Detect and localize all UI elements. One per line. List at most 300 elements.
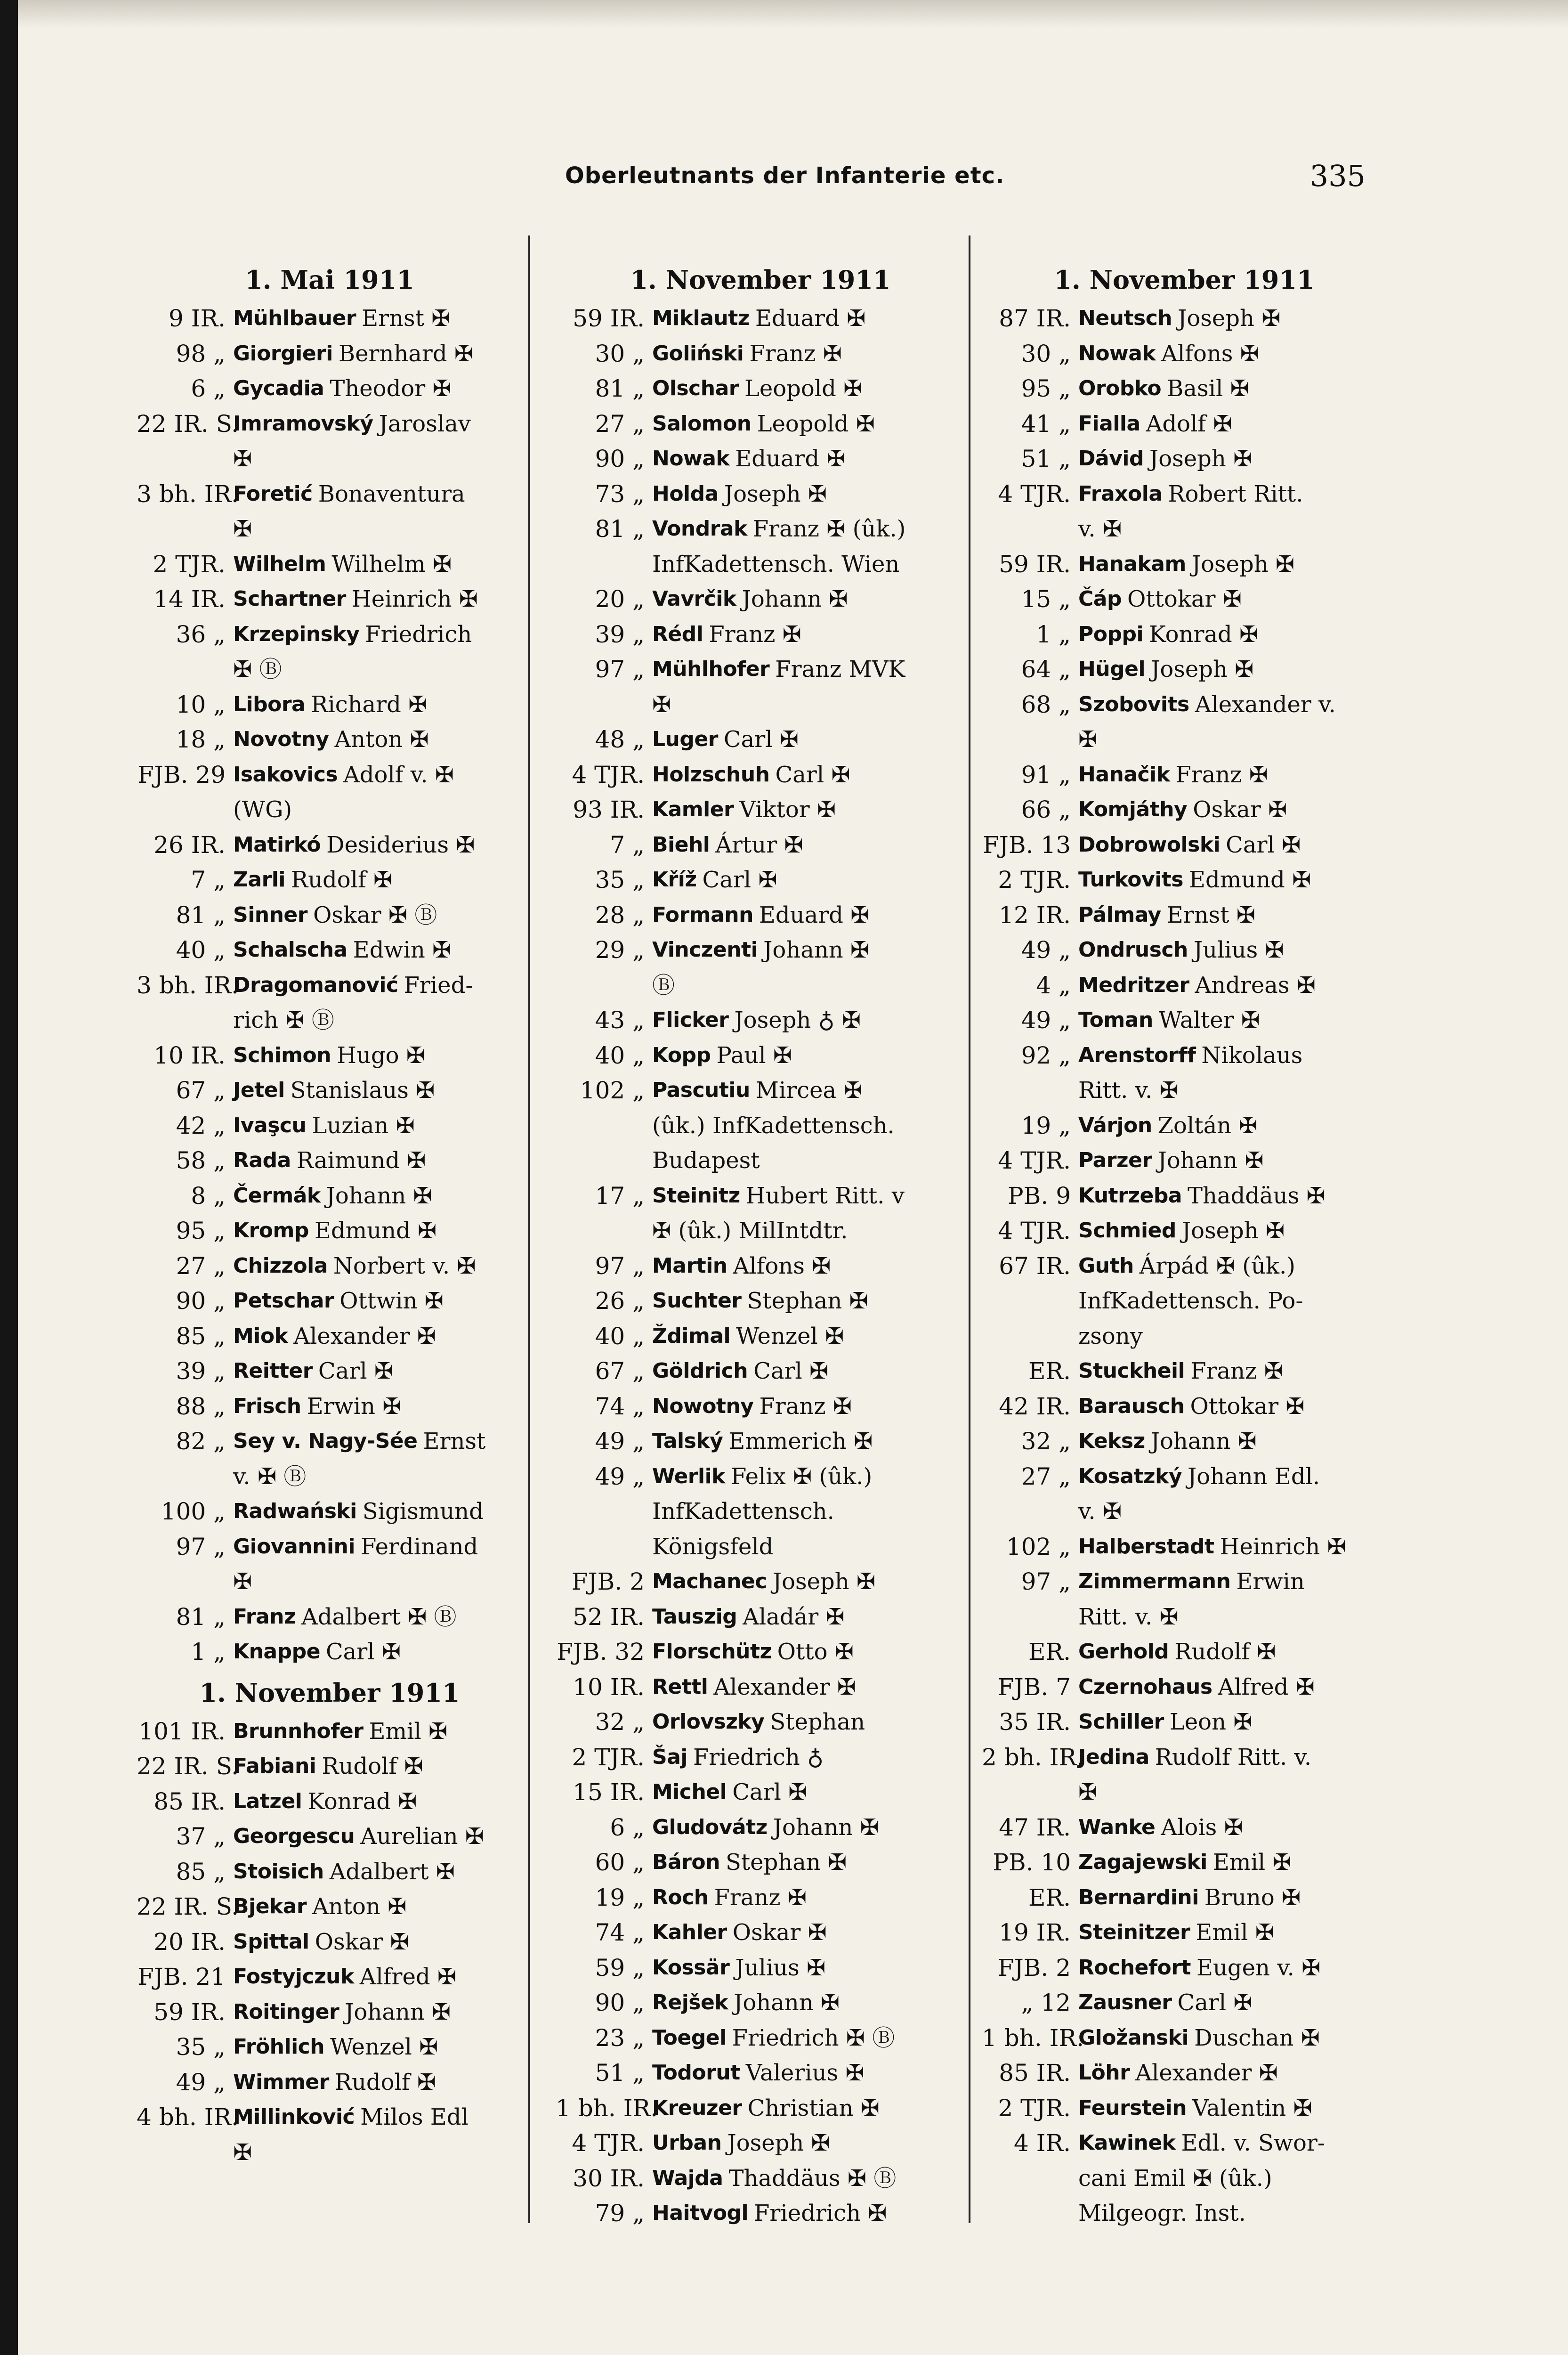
roster-entry bbox=[556, 1880, 965, 1916]
roster-entry bbox=[982, 792, 1387, 828]
given-name-and-marks: ✠ (ûk.) MilIntdtr. bbox=[652, 1218, 848, 1244]
roster-entry bbox=[556, 898, 965, 933]
given-name-and-marks: Fried- bbox=[404, 972, 473, 999]
given-name-and-marks: Franz MVK bbox=[775, 656, 905, 682]
given-name-and-marks: Franz ✠ bbox=[1190, 1358, 1283, 1384]
surname: Kříž bbox=[652, 868, 697, 892]
unit-number: 1 „ bbox=[1036, 620, 1071, 648]
column-1 bbox=[137, 257, 523, 2170]
given-name-and-marks: Sigismund bbox=[362, 1498, 484, 1525]
roster-entry bbox=[982, 1634, 1387, 1670]
roster-entry bbox=[137, 722, 523, 757]
roster-entry bbox=[982, 1740, 1387, 1775]
given-name-and-marks: Oskar ✠ Ⓑ bbox=[313, 901, 437, 928]
unit-number: 14 IR. bbox=[154, 585, 226, 613]
unit-number bbox=[556, 968, 652, 1003]
surname: Ždimal bbox=[652, 1324, 731, 1348]
given-name-and-marks: Basil ✠ bbox=[1167, 375, 1249, 402]
unit-number: 58 „ bbox=[176, 1147, 226, 1174]
unit-number: 49 „ bbox=[595, 1428, 645, 1455]
unit-number: 1 bh. IR. bbox=[556, 2094, 658, 2122]
roster-entry bbox=[137, 1038, 523, 1073]
given-name-and-marks: Wenzel ✠ bbox=[330, 2034, 438, 2060]
roster-entry bbox=[137, 1389, 523, 1424]
roster-entry bbox=[556, 722, 965, 757]
surname: Salomon bbox=[652, 411, 752, 436]
surname: Dobrowolski bbox=[1078, 832, 1220, 857]
surname: Rédl bbox=[652, 622, 703, 646]
surname: Šaj bbox=[652, 1745, 687, 1769]
given-name-and-marks: Johann ✠ bbox=[1157, 1147, 1264, 1174]
surname: Wimmer bbox=[233, 2070, 329, 2094]
given-name-and-marks: Emmerich ✠ bbox=[728, 1428, 873, 1454]
unit-number: 2 TJR. bbox=[572, 1743, 645, 1771]
given-name-and-marks: Franz ✠ bbox=[709, 621, 801, 648]
given-name-and-marks: Oskar ✠ bbox=[315, 1928, 409, 1955]
given-name-and-marks: Carl ✠ bbox=[1226, 831, 1301, 858]
unit-number: 27 „ bbox=[1021, 1462, 1071, 1490]
entry-list bbox=[982, 301, 1387, 2231]
unit-number: 97 „ bbox=[176, 1533, 226, 1560]
given-name-and-marks: Emil ✠ bbox=[369, 1718, 448, 1745]
given-name-and-marks: Konrad ✠ bbox=[1149, 621, 1259, 648]
given-name-and-marks: Johann ✠ bbox=[345, 1998, 451, 2025]
roster-entry-continuation bbox=[982, 722, 1387, 757]
unit-number: 59 IR. bbox=[154, 1998, 226, 2026]
roster-entry-continuation bbox=[137, 2135, 523, 2170]
unit-number: FJB. 2 bbox=[571, 1568, 645, 1595]
surname: Orlovszky bbox=[652, 1710, 765, 1734]
unit-number: 22 IR. S. bbox=[137, 1893, 239, 1920]
roster-entry bbox=[982, 1810, 1387, 1845]
given-name-and-marks: Thaddäus ✠ Ⓑ bbox=[728, 2165, 897, 2192]
unit-number: 4 TJR. bbox=[998, 1147, 1071, 1174]
given-name-and-marks: Alexander ✠ bbox=[713, 1673, 856, 1700]
roster-entry-continuation bbox=[556, 968, 965, 1003]
roster-entry bbox=[982, 1003, 1387, 1038]
unit-number: 22 IR. S. bbox=[137, 410, 239, 438]
unit-number: PB. 10 bbox=[993, 1849, 1071, 1876]
surname: Bernardini bbox=[1078, 1885, 1199, 1909]
roster-entry bbox=[982, 1670, 1387, 1705]
unit-number: 81 „ bbox=[176, 1603, 226, 1631]
roster-entry bbox=[137, 1854, 523, 1890]
given-name-and-marks: Desiderius ✠ bbox=[326, 831, 475, 858]
unit-number: 49 „ bbox=[595, 1462, 645, 1490]
surname: Gerhold bbox=[1078, 1640, 1169, 1664]
unit-number: PB. 9 bbox=[1008, 1182, 1071, 1210]
roster-entry-continuation bbox=[556, 687, 965, 723]
given-name-and-marks: Viktor ✠ bbox=[739, 796, 836, 823]
section-heading: 1. November 1911 bbox=[199, 1677, 460, 1708]
surname: Todorut bbox=[652, 2061, 740, 2085]
given-name-and-marks: Franz ✠ bbox=[1175, 761, 1269, 788]
unit-number: 4 TJR. bbox=[572, 761, 645, 788]
unit-number: 66 „ bbox=[1021, 796, 1071, 823]
surname: Gložanski bbox=[1078, 2025, 1189, 2050]
roster-entry-continuation bbox=[137, 1564, 523, 1600]
given-name-and-marks: Königsfeld bbox=[652, 1533, 774, 1560]
roster-entry bbox=[137, 1143, 523, 1178]
unit-number bbox=[137, 1003, 233, 1038]
surname: Radwański bbox=[233, 1499, 357, 1523]
roster-entry bbox=[556, 2126, 965, 2161]
unit-number bbox=[556, 547, 652, 582]
roster-entry bbox=[556, 2021, 965, 2056]
given-name-and-marks: Johann ✠ bbox=[763, 937, 870, 963]
given-name-and-marks: Bonaventura bbox=[318, 480, 465, 507]
unit-number: 9 IR. bbox=[169, 305, 226, 332]
given-name-and-marks: Ottwin ✠ bbox=[339, 1288, 444, 1314]
unit-number: 102 „ bbox=[1006, 1533, 1071, 1560]
surname: Ondrusch bbox=[1078, 938, 1188, 962]
roster-entry bbox=[982, 1143, 1387, 1178]
surname: Guth bbox=[1078, 1253, 1134, 1278]
surname: Libora bbox=[233, 692, 306, 716]
given-name-and-marks: ✠ Ⓑ bbox=[233, 656, 282, 682]
roster-entry-continuation bbox=[137, 512, 523, 547]
column-2 bbox=[556, 257, 965, 2231]
roster-entry bbox=[137, 933, 523, 968]
unit-number: 95 „ bbox=[176, 1217, 226, 1244]
given-name-and-marks: Jaroslav bbox=[379, 410, 471, 437]
given-name-and-marks: Alfons ✠ bbox=[733, 1252, 831, 1279]
unit-number: 73 „ bbox=[595, 480, 645, 508]
unit-number bbox=[982, 1600, 1078, 1635]
roster-entry bbox=[556, 757, 965, 793]
roster-entry bbox=[556, 1459, 965, 1494]
given-name-and-marks: Alfred ✠ bbox=[1218, 1673, 1315, 1700]
given-name-and-marks: InfKadettensch. bbox=[652, 1498, 834, 1525]
unit-number: 19 „ bbox=[1021, 1112, 1071, 1139]
roster-entry bbox=[137, 1178, 523, 1214]
roster-entry bbox=[556, 1283, 965, 1319]
unit-number: 51 „ bbox=[1021, 445, 1071, 472]
roster-entry-continuation bbox=[556, 547, 965, 582]
entry-list bbox=[137, 301, 523, 1670]
roster-entry-continuation bbox=[137, 1003, 523, 1038]
roster-entry bbox=[982, 617, 1387, 652]
surname: Nowak bbox=[1078, 341, 1156, 365]
given-name-and-marks: Joseph ✠ bbox=[1151, 656, 1254, 682]
roster-entry bbox=[982, 1424, 1387, 1459]
unit-number: 81 „ bbox=[595, 515, 645, 543]
unit-number: 12 IR. bbox=[999, 901, 1071, 929]
unit-number: 2 bh. IR. bbox=[982, 1743, 1084, 1771]
surname: Parzer bbox=[1078, 1148, 1152, 1172]
unit-number: 35 IR. bbox=[999, 1708, 1071, 1736]
unit-number bbox=[556, 687, 652, 723]
given-name-and-marks: Alexander ✠ bbox=[1135, 2060, 1278, 2086]
surname: Stuckheil bbox=[1078, 1359, 1185, 1383]
roster-entry bbox=[982, 1213, 1387, 1249]
surname: Sey v. Nagy-Sée bbox=[233, 1429, 418, 1453]
given-name-and-marks: ✠ bbox=[1078, 1779, 1098, 1805]
unit-number: 49 „ bbox=[1021, 1007, 1071, 1034]
given-name-and-marks: Ottokar ✠ bbox=[1190, 1393, 1305, 1420]
surname: Schalscha bbox=[233, 938, 348, 962]
given-name-and-marks: Heinrich ✠ bbox=[1220, 1533, 1346, 1560]
roster-entry bbox=[982, 547, 1387, 582]
roster-entry bbox=[556, 336, 965, 372]
surname: Zagajewski bbox=[1078, 1850, 1207, 1874]
roster-entry bbox=[556, 1600, 965, 1635]
unit-number: 85 IR. bbox=[999, 2059, 1071, 2087]
running-title: Oberleutnants der Infanterie etc. bbox=[565, 162, 1005, 189]
surname: Flicker bbox=[652, 1008, 729, 1032]
given-name-and-marks: Budapest bbox=[652, 1147, 760, 1174]
roster-entry bbox=[982, 406, 1387, 442]
roster-entry bbox=[137, 687, 523, 723]
unit-number bbox=[137, 652, 233, 687]
roster-entry-continuation bbox=[982, 2161, 1387, 2196]
roster-entry bbox=[137, 1634, 523, 1670]
surname: Giorgieri bbox=[233, 341, 333, 365]
roster-entry bbox=[982, 862, 1387, 898]
unit-number: 40 „ bbox=[595, 1041, 645, 1069]
unit-number: 85 „ bbox=[176, 1322, 226, 1350]
surname: Gludovátz bbox=[652, 1815, 768, 1839]
surname: Nowak bbox=[652, 447, 730, 471]
roster-entry-continuation bbox=[982, 1073, 1387, 1108]
roster-entry bbox=[556, 1810, 965, 1845]
given-name-and-marks: ✠ bbox=[233, 2139, 252, 2166]
surname: Martin bbox=[652, 1253, 727, 1278]
unit-number bbox=[982, 722, 1078, 757]
roster-entry-continuation bbox=[982, 2196, 1387, 2231]
roster-entry bbox=[137, 898, 523, 933]
surname: Florschütz bbox=[652, 1640, 772, 1664]
unit-number: 67 „ bbox=[595, 1357, 645, 1385]
roster-entry bbox=[982, 1459, 1387, 1494]
surname: Čáp bbox=[1078, 587, 1122, 611]
given-name-and-marks: Konrad ✠ bbox=[307, 1788, 417, 1815]
roster-entry bbox=[137, 1249, 523, 1284]
unit-number: 59 IR. bbox=[999, 550, 1071, 578]
unit-number: 59 „ bbox=[595, 1954, 645, 1981]
surname: Kopp bbox=[652, 1043, 711, 1067]
given-name-and-marks: Rudolf Ritt. v. bbox=[1155, 1744, 1312, 1770]
given-name-and-marks: ✠ bbox=[1078, 726, 1098, 753]
given-name-and-marks: Carl ✠ bbox=[732, 1779, 808, 1805]
unit-number bbox=[556, 1494, 652, 1529]
roster-entry bbox=[982, 301, 1387, 336]
roster-entry-continuation bbox=[556, 1529, 965, 1565]
surname: Szobovits bbox=[1078, 692, 1189, 716]
roster-entry bbox=[982, 2126, 1387, 2161]
given-name-and-marks: InfKadettensch. Po- bbox=[1078, 1288, 1303, 1314]
given-name-and-marks: Alfons ✠ bbox=[1161, 340, 1259, 367]
given-name-and-marks: Leopold ✠ bbox=[757, 410, 875, 437]
surname: Roch bbox=[652, 1885, 709, 1909]
surname: Olschar bbox=[652, 376, 739, 400]
unit-number: 95 „ bbox=[1021, 375, 1071, 402]
given-name-and-marks: Valerius ✠ bbox=[745, 2060, 865, 2086]
given-name-and-marks: Anton ✠ bbox=[312, 1893, 407, 1920]
roster-entry bbox=[137, 617, 523, 652]
surname: Pascutiu bbox=[652, 1078, 750, 1102]
roster-entry bbox=[556, 512, 965, 547]
surname: Kawinek bbox=[1078, 2131, 1176, 2155]
given-name-and-marks: Eduard ✠ bbox=[755, 305, 866, 332]
surname: Kutrzeba bbox=[1078, 1183, 1182, 1208]
unit-number: 3 bh. IR. bbox=[137, 480, 239, 508]
given-name-and-marks: Hugo ✠ bbox=[337, 1042, 425, 1069]
roster-entry bbox=[556, 1705, 965, 1740]
given-name-and-marks: Friedrich bbox=[365, 621, 472, 648]
unit-number bbox=[137, 441, 233, 477]
unit-number: FJB. 32 bbox=[557, 1638, 645, 1665]
roster-entry bbox=[137, 371, 523, 406]
given-name-and-marks: Rudolf ✠ bbox=[334, 2069, 436, 2095]
roster-entry bbox=[137, 828, 523, 863]
given-name-and-marks: Leon ✠ bbox=[1169, 1709, 1253, 1735]
unit-number: 6 „ bbox=[191, 375, 226, 402]
given-name-and-marks: Nikolaus bbox=[1201, 1042, 1303, 1069]
surname: Zimmermann bbox=[1078, 1569, 1231, 1593]
unit-number bbox=[556, 1143, 652, 1178]
given-name-and-marks: Alexander v. bbox=[1195, 691, 1336, 718]
surname: Wanke bbox=[1078, 1815, 1156, 1839]
unit-number: 40 „ bbox=[176, 936, 226, 964]
given-name-and-marks: Stephan ✠ bbox=[725, 1849, 847, 1876]
given-name-and-marks: Erwin ✠ bbox=[307, 1393, 402, 1420]
surname: Kromp bbox=[233, 1218, 309, 1242]
given-name-and-marks: Eugen v. ✠ bbox=[1196, 1954, 1321, 1981]
unit-number: 10 IR. bbox=[573, 1673, 645, 1701]
given-name-and-marks: Milgeogr. Inst. bbox=[1078, 2200, 1246, 2226]
surname: Orobko bbox=[1078, 376, 1162, 400]
given-name-and-marks: Norbert v. ✠ bbox=[333, 1252, 476, 1279]
roster-entry bbox=[556, 371, 965, 406]
given-name-and-marks: Carl ✠ bbox=[723, 726, 799, 753]
roster-entry bbox=[137, 336, 523, 372]
roster-entry bbox=[137, 1995, 523, 2030]
surname: Fraxola bbox=[1078, 481, 1163, 506]
given-name-and-marks: Johann ✠ bbox=[734, 1990, 840, 2016]
given-name-and-marks: Stephan bbox=[770, 1709, 865, 1735]
roster-entry bbox=[137, 1784, 523, 1819]
surname: Fostyjczuk bbox=[233, 1965, 354, 1989]
surname: Millinković bbox=[233, 2105, 355, 2129]
unit-number bbox=[556, 1529, 652, 1565]
surname: Michel bbox=[652, 1780, 727, 1804]
roster-entry bbox=[556, 1354, 965, 1389]
surname: Kreuzer bbox=[652, 2095, 742, 2120]
roster-entry bbox=[556, 1775, 965, 1810]
roster-entry bbox=[137, 1819, 523, 1854]
roster-entry bbox=[982, 1705, 1387, 1740]
given-name-and-marks: Leopold ✠ bbox=[744, 375, 863, 402]
unit-number: 97 „ bbox=[595, 656, 645, 683]
roster-entry bbox=[137, 968, 523, 1003]
unit-number: 102 „ bbox=[580, 1077, 645, 1104]
roster-entry bbox=[982, 1845, 1387, 1880]
given-name-and-marks: Adolf v. ✠ bbox=[343, 761, 454, 788]
roster-entry bbox=[556, 2091, 965, 2126]
unit-number: 67 „ bbox=[176, 1077, 226, 1104]
given-name-and-marks: Oskar ✠ bbox=[732, 1919, 827, 1946]
unit-number: 27 „ bbox=[595, 410, 645, 438]
roster-entry bbox=[137, 862, 523, 898]
unit-number: 49 „ bbox=[1021, 936, 1071, 964]
unit-number: 49 „ bbox=[176, 2068, 226, 2096]
roster-entry bbox=[556, 1424, 965, 1459]
unit-number: 4 bh. IR. bbox=[137, 2103, 239, 2131]
surname: Rada bbox=[233, 1148, 291, 1172]
unit-number: FJB. 21 bbox=[137, 1963, 226, 1990]
unit-number: 74 „ bbox=[595, 1919, 645, 1946]
given-name-and-marks: Valentin ✠ bbox=[1192, 2095, 1312, 2121]
given-name-and-marks: Ártur ✠ bbox=[715, 831, 803, 858]
given-name-and-marks: zsony bbox=[1078, 1323, 1143, 1349]
page-top-shadow bbox=[0, 0, 1568, 28]
surname: Wilhelm bbox=[233, 552, 326, 576]
roster-entry bbox=[982, 652, 1387, 687]
roster-entry bbox=[556, 1950, 965, 1986]
roster-entry-continuation bbox=[556, 1108, 965, 1144]
given-name-and-marks: Carl ✠ bbox=[325, 1639, 401, 1665]
surname: Frisch bbox=[233, 1394, 301, 1418]
roster-entry bbox=[982, 1178, 1387, 1214]
roster-entry bbox=[137, 1749, 523, 1784]
roster-entry bbox=[137, 757, 523, 793]
surname: Vondrak bbox=[652, 517, 747, 541]
roster-entry bbox=[982, 1354, 1387, 1389]
given-name-and-marks: Wilhelm ✠ bbox=[331, 551, 452, 577]
unit-number: 87 IR. bbox=[999, 305, 1071, 332]
unit-number: 22 IR. S. bbox=[137, 1753, 239, 1780]
roster-entry bbox=[982, 1389, 1387, 1424]
unit-number: 2 TJR. bbox=[153, 550, 226, 578]
roster-entry-continuation bbox=[982, 1319, 1387, 1354]
surname: Várjon bbox=[1078, 1113, 1152, 1137]
unit-number: 39 „ bbox=[595, 620, 645, 648]
given-name-and-marks: Bruno ✠ bbox=[1204, 1884, 1301, 1911]
roster-entry bbox=[137, 1283, 523, 1319]
surname: Neutsch bbox=[1078, 306, 1172, 330]
unit-number bbox=[982, 512, 1078, 547]
roster-entry bbox=[556, 617, 965, 652]
surname: Miklautz bbox=[652, 306, 750, 330]
given-name-and-marks: Franz ✠ bbox=[749, 340, 842, 367]
surname: Ivaşcu bbox=[233, 1113, 307, 1137]
given-name-and-marks: Carl ✠ bbox=[753, 1358, 829, 1384]
roster-entry bbox=[556, 1670, 965, 1705]
surname: Stoisich bbox=[233, 1859, 324, 1884]
surname: Brunnhofer bbox=[233, 1719, 364, 1743]
column-3 bbox=[982, 257, 1387, 2231]
unit-number: 79 „ bbox=[595, 2200, 645, 2227]
roster-entry-continuation bbox=[137, 792, 523, 828]
surname: Pálmay bbox=[1078, 902, 1161, 927]
unit-number: 74 „ bbox=[595, 1392, 645, 1420]
roster-entry bbox=[137, 1600, 523, 1635]
surname: Rejšek bbox=[652, 1990, 728, 2014]
surname: Bjekar bbox=[233, 1894, 307, 1918]
entry-list bbox=[556, 301, 965, 2231]
unit-number: 4 TJR. bbox=[572, 2129, 645, 2157]
roster-entry bbox=[137, 1925, 523, 1960]
section-heading: 1. November 1911 bbox=[630, 265, 891, 295]
given-name-and-marks: Rudolf ✠ bbox=[291, 867, 393, 893]
given-name-and-marks: Paul ✠ bbox=[716, 1042, 792, 1069]
surname: Roitinger bbox=[233, 1999, 339, 2024]
surname: Komjáthy bbox=[1078, 797, 1188, 821]
surname: Knappe bbox=[233, 1640, 320, 1664]
surname: Latzel bbox=[233, 1789, 302, 1813]
unit-number: ER. bbox=[1028, 1357, 1071, 1385]
